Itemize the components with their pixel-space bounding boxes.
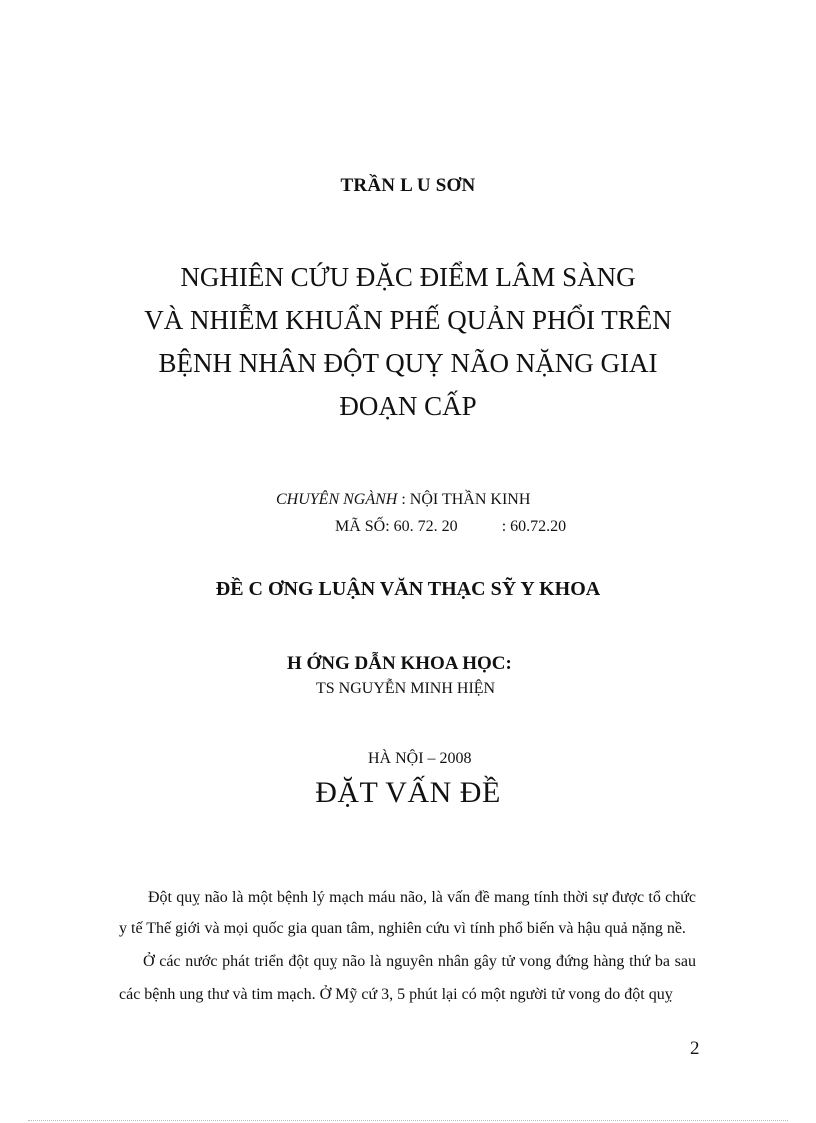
author-name: TRẦN L U SƠN: [340, 175, 476, 196]
code-line: [335, 518, 566, 536]
place-year: HÀ NỘI – 2008: [368, 750, 472, 767]
proposal-heading: ĐỀ C ƠNG LUẬN VĂN THẠC SỸ Y KHOA: [215, 578, 601, 600]
supervisor-name: TS NGUYỄN MINH HIỆN: [316, 680, 496, 697]
thesis-title-line: NGHIÊN CỨU ĐẶC ĐIỂM LÂM SÀNG: [180, 262, 636, 292]
paragraph-line: y tế Thế giới và mọi quốc gia quan tâm, nghiên cứu vì tính phổ biến và hậu quả nặng nề.: [119, 920, 686, 937]
page-footer-divider: [28, 1120, 788, 1121]
section-heading: ĐẶT VẤN ĐỀ: [315, 776, 501, 809]
page-number: 2: [690, 1038, 700, 1059]
thesis-title-line: ĐOẠN CẤP: [339, 391, 477, 421]
supervisor-label: H ỚNG DẪN KHOA HỌC:: [287, 653, 512, 674]
specialty-value: : NỘI THẦN KINH: [397, 491, 531, 508]
thesis-title: [0, 256, 816, 428]
paragraph-line: các bệnh ung thư và tim mạch. Ở Mỹ cứ 3, 5 phút lại có một người tử vong do đột quỵ: [119, 986, 673, 1003]
code-value: : 60.72.20: [501, 518, 567, 535]
paragraph-line: Ở các nước phát triển đột quỵ não là nguyên nhân gây tử vong đứng hàng thứ ba sau: [143, 953, 696, 970]
paragraph-line: Đột quỵ não là một bệnh lý mạch máu não, là vấn đề mang tính thời sự được tổ chức: [148, 889, 696, 906]
thesis-title-line: VÀ NHIỄM KHUẨN PHẾ QUẢN PHỔI TRÊN: [144, 305, 672, 335]
thesis-title-line: BỆNH NHÂN ĐỘT QUỴ NÃO NẶNG GIAI: [158, 348, 658, 378]
code-label: MÃ SỐ: 60. 72. 20: [335, 518, 458, 535]
specialty-line: [276, 491, 530, 509]
specialty-label: CHUYÊN NGÀNH: [276, 491, 398, 508]
